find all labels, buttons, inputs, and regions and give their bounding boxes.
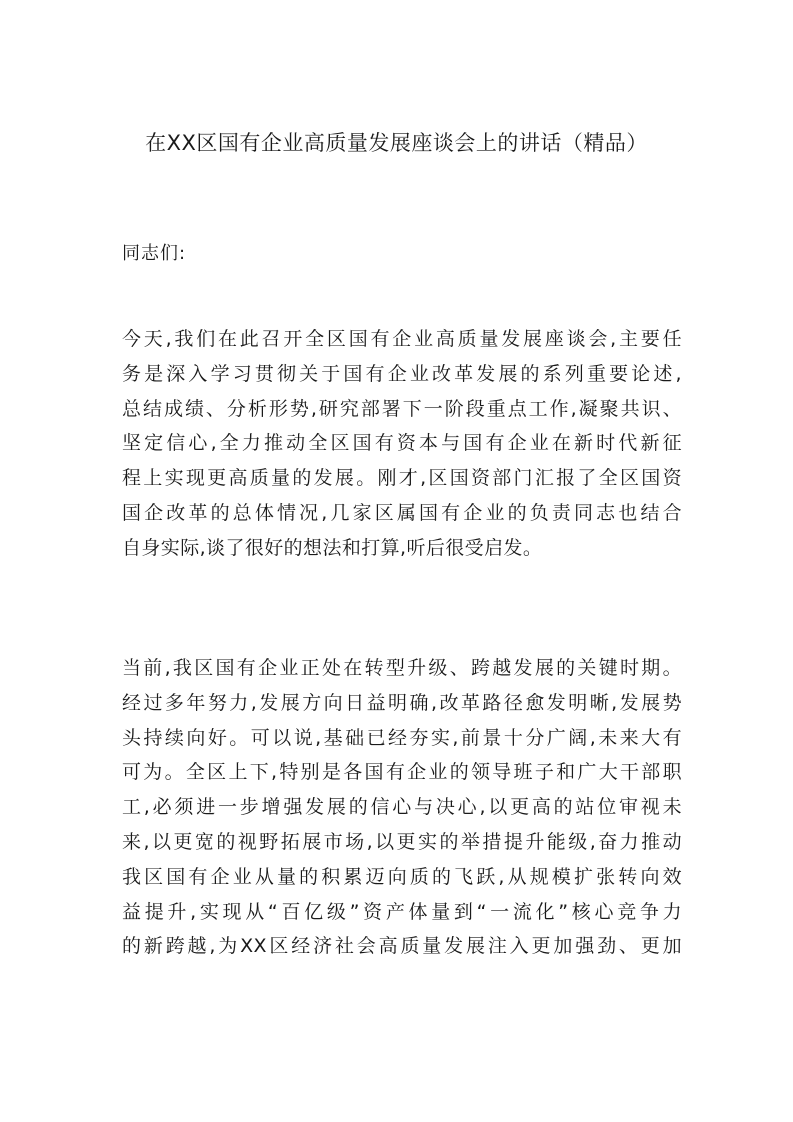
paragraph-line: 工,必须进一步增强发展的信心与决心,以更高的站位审视未	[122, 796, 682, 819]
paragraph-line: 我区国有企业从量的积累迈向质的飞跃,从规模扩张转向效	[122, 865, 682, 888]
paragraph-line: 务是深入学习贯彻关于国有企业改革发展的系列重要论述,	[122, 362, 682, 385]
paragraph-line: 今天,我们在此召开全区国有企业高质量发展座谈会,主要任	[122, 328, 682, 350]
paragraph-line: 自身实际,谈了很好的想法和打算,听后很受启发。	[122, 536, 543, 559]
paragraph-line: 国企改革的总体情况,几家区属国有企业的负责同志也结合	[122, 501, 682, 524]
paragraph-line: 来,以更宽的视野拓展市场,以更实的举措提升能级,奋力推动	[122, 830, 682, 853]
paragraph-line: 坚定信心,全力推动全区国有资本与国有企业在新时代新征	[122, 432, 682, 455]
paragraph-line: 益提升,实现从“百亿级”资产体量到“一流化”核心竞争力	[122, 900, 682, 923]
document-title: 在XX区国有企业高质量发展座谈会上的讲话（精品）	[145, 131, 648, 155]
paragraph-line: 当前,我区国有企业正处在转型升级、跨越发展的关键时期。	[122, 657, 682, 679]
paragraph-2	[122, 651, 682, 964]
paragraph-line: 的新跨越,为XX区经济社会高质量发展注入更加强劲、更加	[122, 935, 682, 958]
paragraph-line: 程上实现更高质量的发展。刚才,区国资部门汇报了全区国资	[122, 467, 682, 490]
paragraph-line: 总结成绩、分析形势,研究部署下一阶段重点工作,凝聚共识、	[122, 397, 682, 420]
paragraph-line: 可为。全区上下,特别是各国有企业的领导班子和广大干部职	[122, 761, 682, 784]
paragraph-line: 经过多年努力,发展方向日益明确,改革路径愈发明晰,发展势	[122, 691, 682, 714]
paragraph-line: 头持续向好。可以说,基础已经夯实,前景十分广阔,未来大有	[122, 726, 682, 749]
paragraph-1	[122, 322, 682, 566]
salutation: 同志们:	[122, 243, 187, 264]
